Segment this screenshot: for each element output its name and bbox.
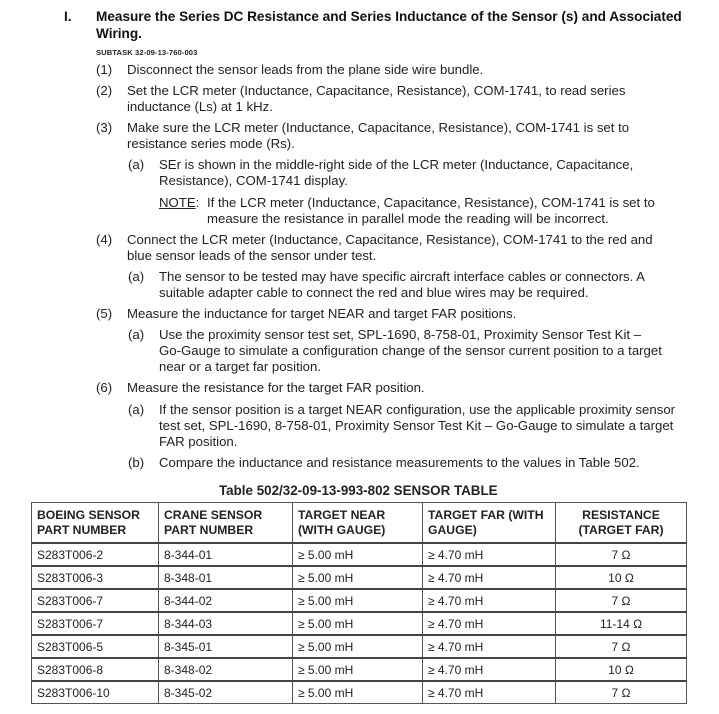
step-number: (6)	[96, 380, 113, 395]
cell-resistance: 7 Ω	[556, 681, 687, 704]
cell-target-far: ≥ 4.70 mH	[423, 566, 556, 589]
cell-boeing-part-number: S283T006-5	[32, 635, 159, 658]
substep-text: test set, SPL-1690, 8-758-01, Proximity Sensor Test Kit – Go-Gauge to simulate a target	[159, 418, 674, 433]
subtask-id: SUBTASK 32-09-13-760-003	[96, 48, 198, 57]
substep-text: Resistance), COM-1741 display.	[159, 173, 348, 188]
cell-crane-part-number: 8-345-02	[159, 681, 293, 704]
step-number: (5)	[96, 306, 113, 321]
cell-target-far: ≥ 4.70 mH	[423, 658, 556, 681]
cell-target-far: ≥ 4.70 mH	[423, 612, 556, 635]
header-target-near: TARGET NEAR (WITH GAUGE)	[293, 503, 423, 544]
table-row	[32, 681, 687, 704]
cell-resistance: 7 Ω	[556, 543, 687, 566]
step-text: Measure the inductance for target NEAR and target FAR positions.	[127, 306, 517, 321]
section-title-line-1: Measure the Series DC Resistance and Series Inductance of the Sensor (s) and Associated	[96, 9, 682, 24]
substep-number: (a)	[128, 157, 145, 172]
cell-target-far: ≥ 4.70 mH	[423, 681, 556, 704]
step-number: (4)	[96, 232, 113, 247]
table-body	[32, 543, 687, 704]
step-text: Connect the LCR meter (Inductance, Capacitance, Resistance), COM-1741 to the red and	[127, 232, 653, 247]
cell-resistance: 7 Ω	[556, 635, 687, 658]
cell-boeing-part-number: S283T006-10	[32, 681, 159, 704]
substep-text: suitable adapter cable to connect the red and blue wires may be required.	[159, 285, 589, 300]
cell-crane-part-number: 8-348-02	[159, 658, 293, 681]
cell-crane-part-number: 8-345-01	[159, 635, 293, 658]
cell-boeing-part-number: S283T006-2	[32, 543, 159, 566]
step-number: (3)	[96, 120, 113, 135]
substep-text: Go-Gauge to simulate a configuration change of the sensor current position to a target	[159, 343, 662, 358]
section-title	[96, 8, 696, 42]
cell-crane-part-number: 8-344-01	[159, 543, 293, 566]
cell-boeing-part-number: S283T006-7	[32, 589, 159, 612]
substep-text: The sensor to be tested may have specific aircraft interface cables or connectors. A	[159, 269, 645, 284]
table-row	[32, 543, 687, 566]
substep-text: Use the proximity sensor test set, SPL-1690, 8-758-01, Proximity Sensor Test Kit –	[159, 327, 642, 342]
step-number: (1)	[96, 62, 113, 77]
table-header-row	[32, 503, 687, 544]
cell-target-near: ≥ 5.00 mH	[293, 635, 423, 658]
cell-resistance: 7 Ω	[556, 589, 687, 612]
header-target-far: TARGET FAR (WITH GAUGE)	[423, 503, 556, 544]
substep-text: SEr is shown in the middle-right side of the LCR meter (Inductance, Capacitance,	[159, 157, 634, 172]
note-colon: :	[195, 195, 200, 210]
cell-target-near: ≥ 5.00 mH	[293, 681, 423, 704]
note-text: measure the resistance in parallel mode the reading will be incorrect.	[207, 211, 609, 226]
substep-text: near or a target far position.	[159, 359, 322, 374]
section-number: I.	[64, 9, 72, 24]
cell-target-far: ≥ 4.70 mH	[423, 543, 556, 566]
cell-target-near: ≥ 5.00 mH	[293, 566, 423, 589]
substep-number: (a)	[128, 327, 145, 342]
substep-text: FAR position.	[159, 434, 238, 449]
cell-crane-part-number: 8-348-01	[159, 566, 293, 589]
table-row	[32, 589, 687, 612]
substep-text: Compare the inductance and resistance measurements to the values in Table 502.	[159, 455, 640, 470]
cell-target-far: ≥ 4.70 mH	[423, 589, 556, 612]
table-row	[32, 612, 687, 635]
note-text: If the LCR meter (Inductance, Capacitance, Resistance), COM-1741 is set to	[207, 195, 655, 210]
note-label-wrap	[159, 195, 199, 211]
note-label: NOTE	[159, 195, 196, 210]
substep-number: (a)	[128, 269, 145, 284]
table-row	[32, 566, 687, 589]
cell-resistance: 10 Ω	[556, 566, 687, 589]
cell-target-near: ≥ 5.00 mH	[293, 543, 423, 566]
step-text: resistance series mode (Rs).	[127, 136, 295, 151]
substep-number: (b)	[128, 455, 145, 470]
cell-boeing-part-number: S283T006-3	[32, 566, 159, 589]
cell-resistance: 10 Ω	[556, 658, 687, 681]
step-text: blue sensor leads of the sensor under test.	[127, 248, 377, 263]
step-text: Measure the resistance for the target FAR position.	[127, 380, 425, 395]
table-title: Table 502/32-09-13-993-802 SENSOR TABLE	[219, 483, 498, 498]
cell-crane-part-number: 8-344-03	[159, 612, 293, 635]
cell-target-near: ≥ 5.00 mH	[293, 658, 423, 681]
header-boeing-part-number: BOEING SENSOR PART NUMBER	[32, 503, 159, 544]
cell-target-near: ≥ 5.00 mH	[293, 612, 423, 635]
substep-number: (a)	[128, 402, 145, 417]
section-title-line-2: Wiring.	[96, 26, 142, 41]
step-text: Set the LCR meter (Inductance, Capacitance, Resistance), COM-1741, to read series	[127, 83, 626, 98]
substep-text: If the sensor position is a target NEAR configuration, use the applicable proximity sensor	[159, 402, 676, 417]
cell-target-near: ≥ 5.00 mH	[293, 589, 423, 612]
cell-crane-part-number: 8-344-02	[159, 589, 293, 612]
step-text: Make sure the LCR meter (Inductance, Capacitance, Resistance), COM-1741 is set to	[127, 120, 630, 135]
header-crane-part-number: CRANE SENSOR PART NUMBER	[159, 503, 293, 544]
cell-resistance: 11-14 Ω	[556, 612, 687, 635]
step-text: inductance (Ls) at 1 kHz.	[127, 99, 273, 114]
cell-target-far: ≥ 4.70 mH	[423, 635, 556, 658]
table-row	[32, 635, 687, 658]
header-resistance: RESISTANCE (TARGET FAR)	[556, 503, 687, 544]
step-number: (2)	[96, 83, 113, 98]
cell-boeing-part-number: S283T006-8	[32, 658, 159, 681]
cell-boeing-part-number: S283T006-7	[32, 612, 159, 635]
sensor-table	[31, 502, 687, 704]
step-text: Disconnect the sensor leads from the plane side wire bundle.	[127, 62, 484, 77]
table-row	[32, 658, 687, 681]
